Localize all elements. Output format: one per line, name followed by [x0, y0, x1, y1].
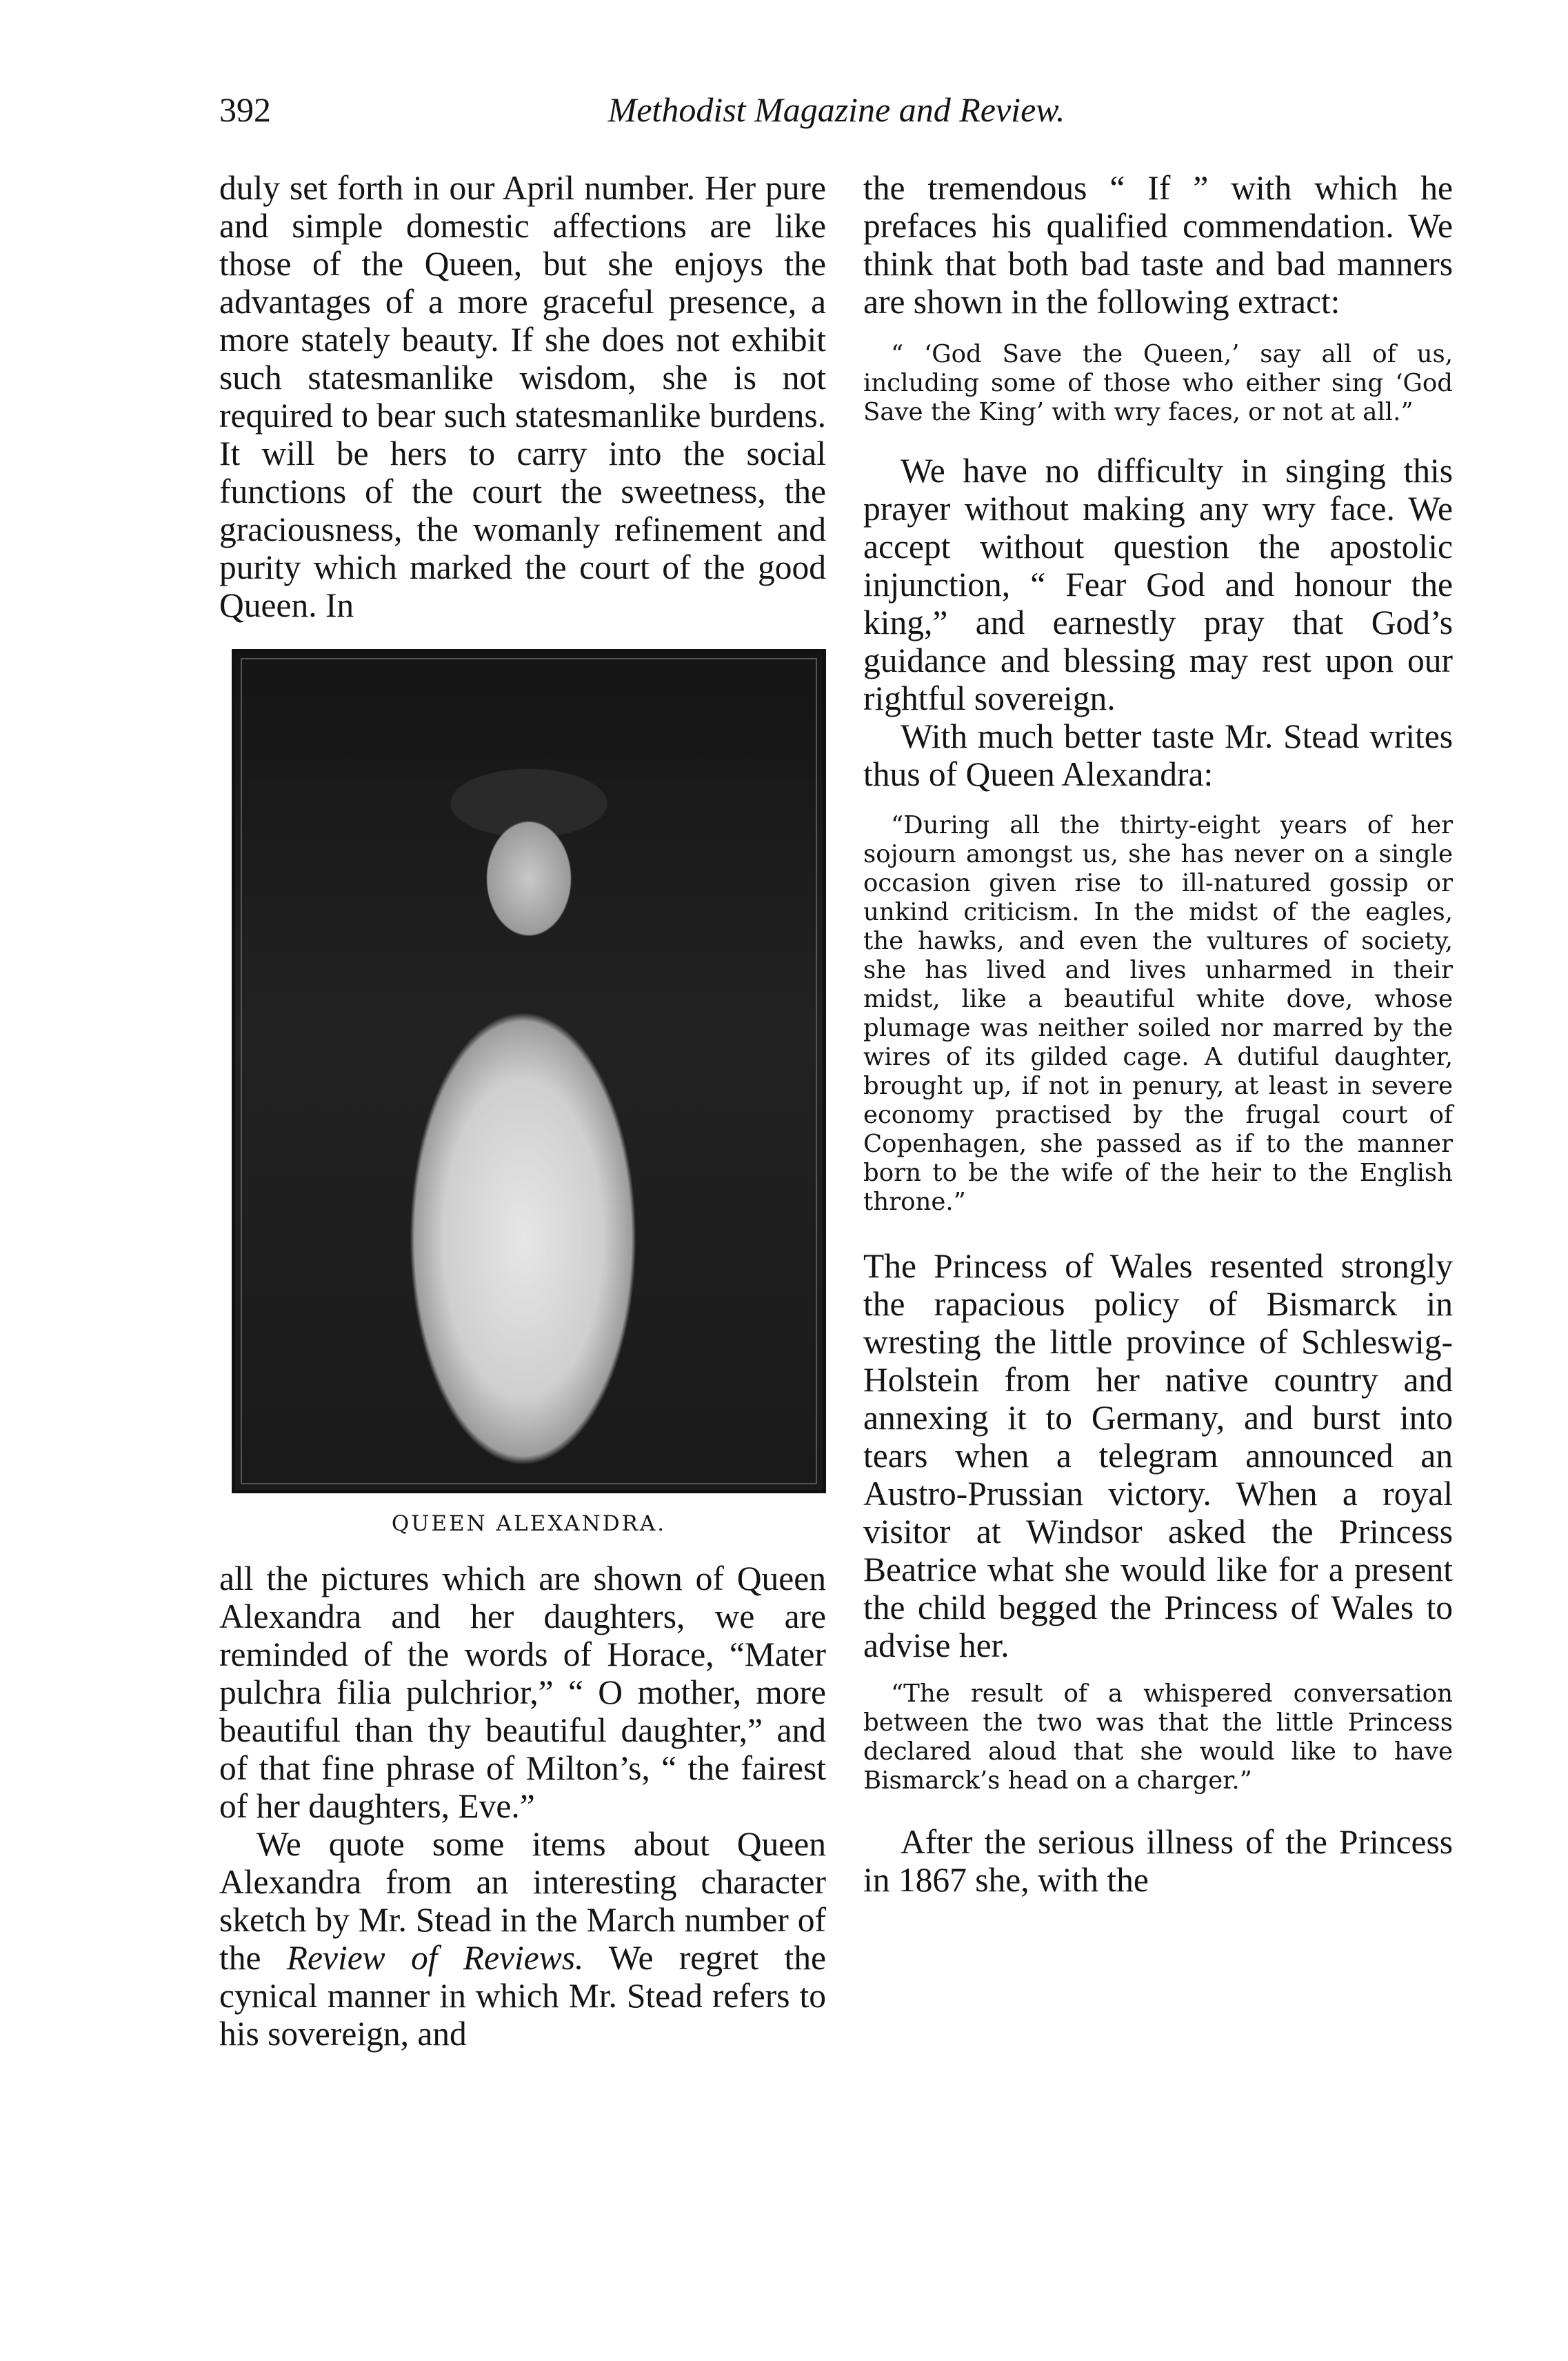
- paragraph: After the serious illness of the Princess in 1867 she, with the: [863, 1823, 1453, 1899]
- paragraph: We have no difficulty in singing this prayer without making any wry face. We accept without question the apostolic injunction, “ Fear God and honour the king,” and earnestly pray that God’s guidance and blessing may rest upon our rightful sovereign.: [863, 452, 1453, 717]
- paragraph: With much better taste Mr. Stead writes thus of Queen Alexandra:: [863, 717, 1453, 793]
- page-header: [219, 90, 1454, 131]
- journal-title: Review of Reviews.: [286, 1939, 584, 1977]
- paragraph-text: We regret the cynical manner in which Mr. Stead refers to his sovereign, and: [219, 1939, 826, 2053]
- running-title: Methodist Magazine and Review.: [607, 90, 1065, 129]
- paragraph: The Princess of Wales resented strongly the rapacious policy of Bismarck in wresting the little province of Schleswig-Holstein from her native country and annexing it to Germany, and burst into tears when a telegram announced an Austro-Prussian victory. When a royal visitor at Windsor asked the Princess Beatrice what she would like for a present the child begged the Princess of Wales to advise her.: [863, 1247, 1453, 1664]
- block-quote: “During all the thirty-eight years of her sojourn amongst us, she has never on a single occasion given rise to ill-natured gossip or unkind criticism. In the midst of the eagles, the hawks, and even the vultures of society, she has lived and lives unharmed in their midst, like a beautiful white dove, whose plumage was neither soiled nor marred by the wires of its gilded cage. A dutiful daughter, brought up, if not in penury, at least in severe economy practised by the frugal court of Copenhagen, she passed as if to the manner born to be the wife of the heir to the English throne.”: [863, 811, 1453, 1216]
- paragraph-text: We quote some items about Queen Alexandra from an interesting character sketch by Mr. Stead in the March number of the: [219, 1825, 826, 1977]
- queen-alexandra-portrait: [232, 649, 826, 1493]
- block-quote: “ ‘God Save the Queen,’ say all of us, including some of those who either sing ‘God Save the King’ with wry faces, or not at all.”: [863, 340, 1453, 426]
- paragraph: the tremendous “ If ” with which he prefaces his qualified commendation. We think that both bad taste and bad manners are shown in the following extract:: [863, 169, 1453, 321]
- paragraph: duly set forth in our April number. Her pure and simple domestic affections are like those of the Queen, but she enjoys the advantages of a more graceful presence, a more stately beauty. If she does not exhibit such statesmanlike wisdom, she is not required to bear such statesmanlike burdens. It will be hers to carry into the social functions of the court the sweetness, the graciousness, the womanly refinement and purity which marked the court of the good Queen. In: [219, 169, 826, 624]
- paragraph: all the pictures which are shown of Queen Alexandra and her daughters, we are reminded of the words of Horace, “Mater pulchra filia pulchrior,” “ O mother, more beautiful than thy beautiful daughter,” and of that fine phrase of Milton’s, “ the fairest of her daughters, Eve.”: [219, 1560, 826, 1825]
- page-number: 392: [219, 90, 271, 129]
- block-quote: “The result of a whispered conversation between the two was that the little Princess declared aloud that she would like to have Bismarck’s head on a charger.”: [863, 1680, 1453, 1795]
- left-column: [219, 169, 826, 2053]
- right-column: [863, 169, 1453, 1899]
- figure-caption: QUEEN ALEXANDRA.: [391, 1511, 667, 1536]
- paragraph: [219, 1825, 826, 2053]
